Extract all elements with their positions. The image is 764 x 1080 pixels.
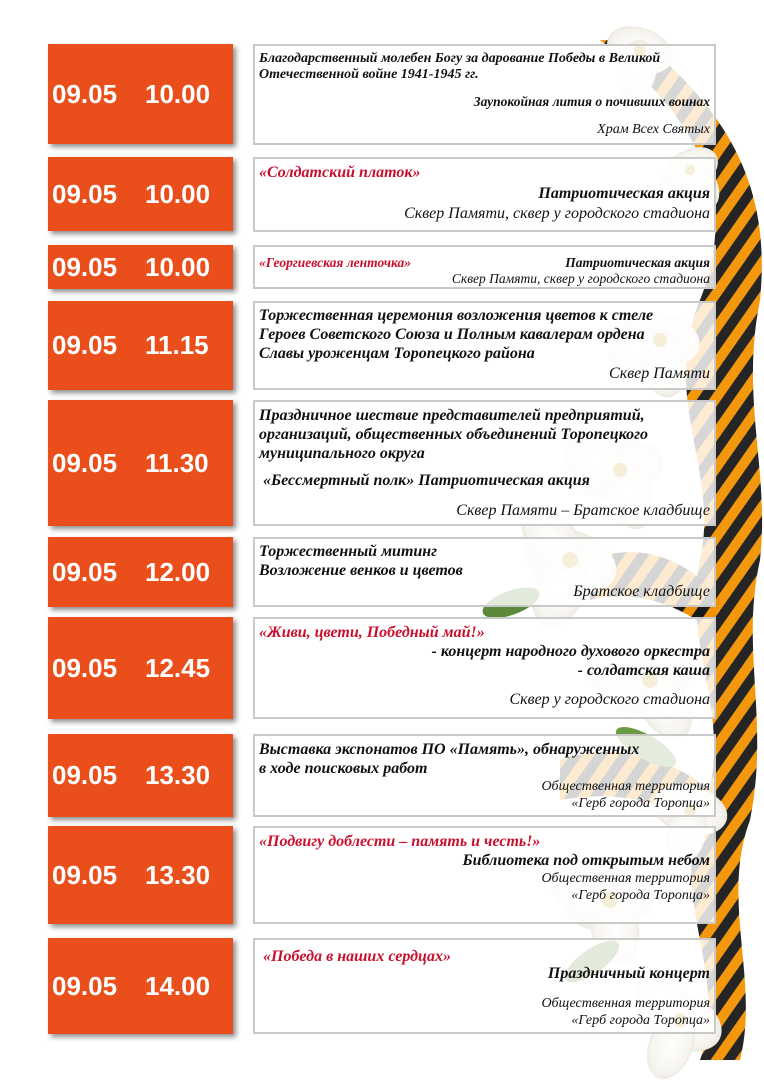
event-location: Сквер Памяти, сквер у городского стадиона [451,271,710,286]
date-time-badge [48,734,233,817]
event-location: Сквер Памяти – Братское кладбище [456,502,710,519]
event-time: 11.15 [145,330,209,360]
event-location: «Герб города Торопца» [571,888,710,903]
event-details [253,157,716,232]
event-date: 09.05 [52,78,118,109]
event-time: 12.45 [145,652,211,683]
event-details [253,617,716,719]
event-details [253,44,716,145]
event-title: «Победа в наших сердцах» [263,948,451,965]
event-time: 10.00 [145,78,211,109]
event-date: 09.05 [52,760,118,790]
event-details [253,301,716,390]
date-time-badge [48,157,233,231]
event-date: 09.05 [52,447,118,478]
event-description: Библиотека под открытым небом [462,852,710,869]
event-date: 09.05 [52,178,118,209]
event-description: «Бессмертный полк» Патриотическая акция [263,472,590,489]
date-time-badge [48,537,233,607]
event-description: Заупокойная лития о почивших воинах [473,94,710,109]
event-location: Сквер у городского стадиона [509,691,710,708]
event-title: «Георгиевская ленточка» [259,255,411,270]
event-details [253,245,716,289]
event-date: 09.05 [52,859,118,890]
event-time: 11.30 [145,447,209,478]
event-location: Общественная территория [541,871,710,886]
event-title: «Солдатский платок» [259,164,421,181]
event-description: Патриотическая акция [565,255,710,270]
event-title: Славы уроженцам Торопецкого района [259,345,535,362]
date-time-badge [48,617,233,719]
event-time: 10.00 [145,178,211,209]
event-description: - солдатская каша [577,662,710,679]
event-location: Сквер Памяти [609,365,710,382]
event-time: 12.00 [145,556,211,587]
date-time-badge [48,826,233,924]
event-title: организаций, общественных объединений Торопецкого [259,426,649,443]
event-location: Сквер Памяти, сквер у городского стадиона [404,205,710,222]
event-location: Храм Всех Святых [597,122,710,137]
event-title: Праздничное шествие представителей предприятий, [259,407,645,424]
event-description: Праздничный концерт [547,965,710,982]
event-title: Торжественный митинг [259,543,438,560]
event-location: Общественная территория [541,779,710,794]
event-details [253,734,716,817]
event-title: муниципального округа [259,445,425,462]
event-location: Братское кладбище [573,583,710,600]
date-time-badge [48,938,233,1034]
event-title: Благодарственный молебен Богу за дарование Победы в Великой [259,51,661,66]
event-location: Общественная территория [541,996,710,1011]
event-date: 09.05 [52,970,118,1001]
event-description: Патриотическая акция [538,185,710,202]
event-time: 14.00 [145,970,211,1001]
event-time: 13.30 [145,760,211,790]
event-title: «Живи, цвети, Победный май!» [259,624,485,641]
event-time: 13.30 [145,859,211,890]
event-details [253,537,716,607]
event-date: 09.05 [52,652,118,683]
date-time-badge [48,400,233,526]
event-details [253,938,716,1034]
event-time: 10.00 [145,251,211,282]
event-title: «Подвигу доблести – память и честь!» [259,833,541,850]
date-time-badge [48,44,233,144]
event-title: Выставка экспонатов ПО «Память», обнаруженных [259,741,640,758]
event-title: Отечественной войне 1941-1945 гг. [259,67,479,82]
event-title: в ходе поисковых работ [259,760,428,777]
event-description: - концерт народного духового оркестра [431,643,710,660]
event-location: «Герб города Торопца» [571,1013,710,1028]
event-title: Героев Советского Союза и Полным кавалерам ордена [259,326,645,343]
event-date: 09.05 [52,556,118,587]
event-location: «Герб города Торопца» [571,796,710,811]
event-title: Торжественная церемония возложения цветов к стеле [259,307,654,324]
event-details [253,400,716,526]
event-date: 09.05 [52,330,118,360]
date-time-badge [48,301,233,390]
date-time-badge [48,245,233,289]
event-date: 09.05 [52,251,118,282]
event-details [253,826,716,924]
event-description: Возложение венков и цветов [259,562,463,579]
